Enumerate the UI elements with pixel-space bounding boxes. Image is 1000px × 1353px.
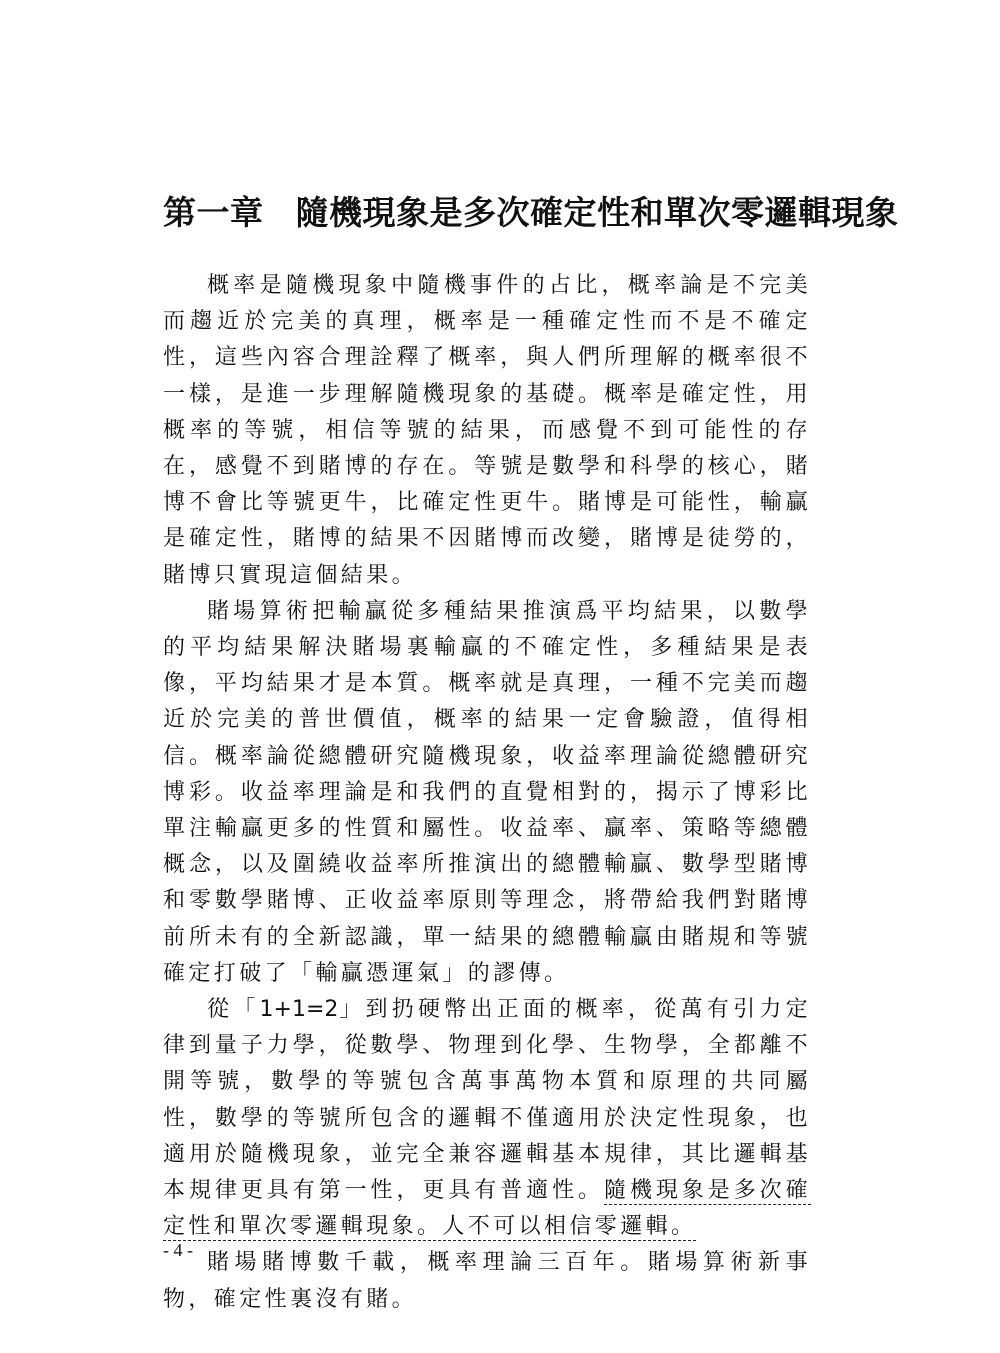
chapter-title bbox=[163, 187, 899, 234]
equation-text: 1+1=2 bbox=[259, 997, 339, 1023]
paragraph-2: 賭場算術把輸贏從多種結果推演爲平均結果，以數學的平均結果解決賭場裏輸贏的不確定性，多種結果是表像，平均結果才是本質。概率就是真理，一種不完美而趨近於完美的普世價值，概率的結果一定會驗證，值得相信。概率論從總體研究隨機現象，收益率理論從總體研究博彩。收益率理論是和我們的直覺相對的，揭示了博彩比單注輸贏更多的性質和屬性。收益率、贏率、策略等總體概念，以及圍繞收益率所推演出的總體輸贏、數學型賭博和零數學賭博、正收益率原則等理念，將帶給我們對賭博前所未有的全新認識，單一結果的總體輸贏由賭規和等號確定打破了「輸贏憑運氣」的謬傳。 bbox=[163, 598, 811, 986]
page-number: - 4 - bbox=[163, 1240, 193, 1260]
paragraph-4: 賭場賭博數千載，概率理論三百年。賭場算術新事物，確定性裏沒有賭。 bbox=[163, 1250, 811, 1312]
chapter-body bbox=[163, 268, 811, 1318]
paragraph-3-lead: 從「 bbox=[207, 997, 260, 1023]
paragraph-3 bbox=[163, 992, 811, 1245]
paragraph-1: 概率是隨機現象中隨機事件的占比，概率論是不完美而趨近於完美的真理，概率是一種確定性而不是不確定性，這些內容合理詮釋了概率，與人們所理解的概率很不一樣，是進一步理解隨機現象的基礎。概率是確定性，用概率的等號，相信等號的結果，而感覺不到可能性的存在，感覺不到賭博的存在。等號是數學和科學的核心，賭博不會比等號更牛，比確定性更牛。賭博是可能性，輸贏是確定性，賭博的結果不因賭博而改變，賭博是徒勞的，賭博只實現這個結果。 bbox=[163, 273, 811, 588]
paragraph-3-body: 」到扔硬幣出正面的概率，從萬有引力定律到量子力學，從數學、物理到化學、生物學，全都離不開等號，數學的等號包含萬事萬物本質和原理的共同屬性，數學的等號所包含的邏輯不僅適用於決定性現象，也適用於隨機現象，並完全兼容邏輯基本規律，其比邏輯基本規律更具有第一性，更具有普適性。 bbox=[163, 997, 811, 1204]
chapter-heading-text: 隨機現象是多次確定性和單次零邏輯現象 bbox=[295, 193, 899, 232]
chapter-number: 第一章 bbox=[163, 193, 264, 232]
emphasized-conclusion: 隨機現象是多次確定性和單次零邏輯現象。人不可以相信零邏輯。 bbox=[163, 1178, 811, 1240]
